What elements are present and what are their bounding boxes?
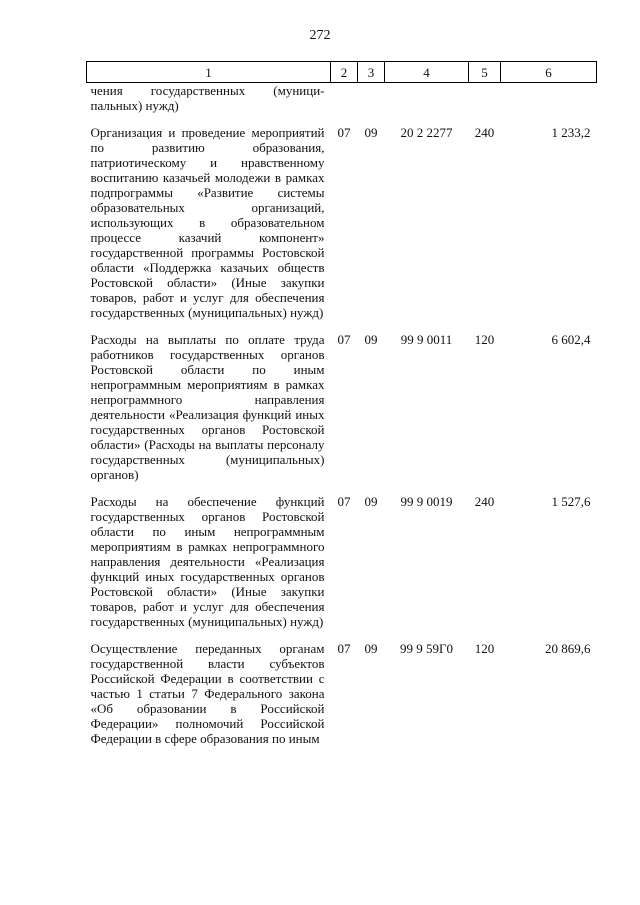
row-amount: 20 869,6 — [545, 641, 591, 656]
row-section: 07 — [337, 494, 351, 509]
header-col-2: 2 — [331, 62, 358, 83]
table-header — [87, 62, 597, 83]
table-body — [87, 83, 597, 747]
row-expense-type: 240 — [474, 494, 495, 509]
budget-table — [86, 61, 597, 746]
row-target-article: 99 9 0011 — [400, 332, 453, 347]
row-expense-type: 240 — [474, 125, 495, 140]
row-subsection: 09 — [364, 494, 378, 509]
row-description: Организация и проведение мероприятий по развитию образования, патриотическому и нравственному воспитанию казачьей молодежи в рамках подпрограммы «Развитие системы образовательных организаций, использующих в образовательном процессе казачий компонент» государственной программы Ростовской области «Поддержка казачьих обществ Ростовской области» (Иные закупки товаров, работ и услуг для обеспечения государственных (муниципальных) нужд) — [90, 125, 325, 320]
row-section: 07 — [337, 641, 351, 656]
row-description: Расходы на выплаты по оплате труда работников государственных органов Ростовской области по иным непрограммным мероприятиям в рамках непрограммного направления деятельности «Реализация функций иных государственных органов Ростовской области» (Расходы на выплаты персоналу государственных (муниципальных) органов) — [90, 332, 325, 482]
row-description: Расходы на обеспечение функций государственных органов Ростовской области по иным непрограммным мероприятиям в рамках непрограммного направления деятельности «Реализация функций иных государственных органов Ростовской области» (Иные закупки товаров, работ и услуг для обеспечения государственных (муниципальных) нужд) — [90, 494, 325, 629]
header-row — [87, 62, 597, 83]
row-target-article: 99 9 59Г0 — [399, 641, 453, 656]
table-row — [87, 332, 597, 494]
row-section — [331, 83, 358, 126]
row-section: 07 — [337, 125, 351, 140]
row-subsection — [358, 83, 385, 126]
row-section: 07 — [337, 332, 351, 347]
header-col-6: 6 — [501, 62, 597, 83]
row-amount — [501, 83, 597, 126]
table-row — [87, 83, 597, 126]
header-col-1: 1 — [87, 62, 331, 83]
row-description: Осуществление переданных органам государственной власти субъектов Российской Федерации в соответствии с частью 1 статьи 7 Федерального закона «Об образовании в Российской Федерации» полномочий Российской Федерации в сфере образования по иным — [90, 641, 325, 746]
row-target-article: 20 2 2277 — [400, 125, 453, 140]
row-description: чения государственных (муници-пальных) нужд) — [90, 83, 325, 113]
row-subsection: 09 — [364, 641, 378, 656]
header-col-5: 5 — [469, 62, 501, 83]
header-col-4: 4 — [385, 62, 469, 83]
row-amount: 6 602,4 — [551, 332, 591, 347]
header-col-3: 3 — [358, 62, 385, 83]
page-number: 272 — [309, 28, 331, 43]
row-subsection: 09 — [364, 332, 378, 347]
row-subsection: 09 — [364, 125, 378, 140]
table-row — [87, 494, 597, 641]
row-expense-type: 120 — [474, 641, 495, 656]
row-amount: 1 233,2 — [551, 125, 591, 140]
table-row — [87, 125, 597, 332]
row-target-article — [385, 83, 469, 126]
row-target-article: 99 9 0019 — [400, 494, 453, 509]
table-row — [87, 641, 597, 746]
row-amount: 1 527,6 — [551, 494, 591, 509]
row-expense-type: 120 — [474, 332, 495, 347]
row-expense-type — [469, 83, 501, 126]
